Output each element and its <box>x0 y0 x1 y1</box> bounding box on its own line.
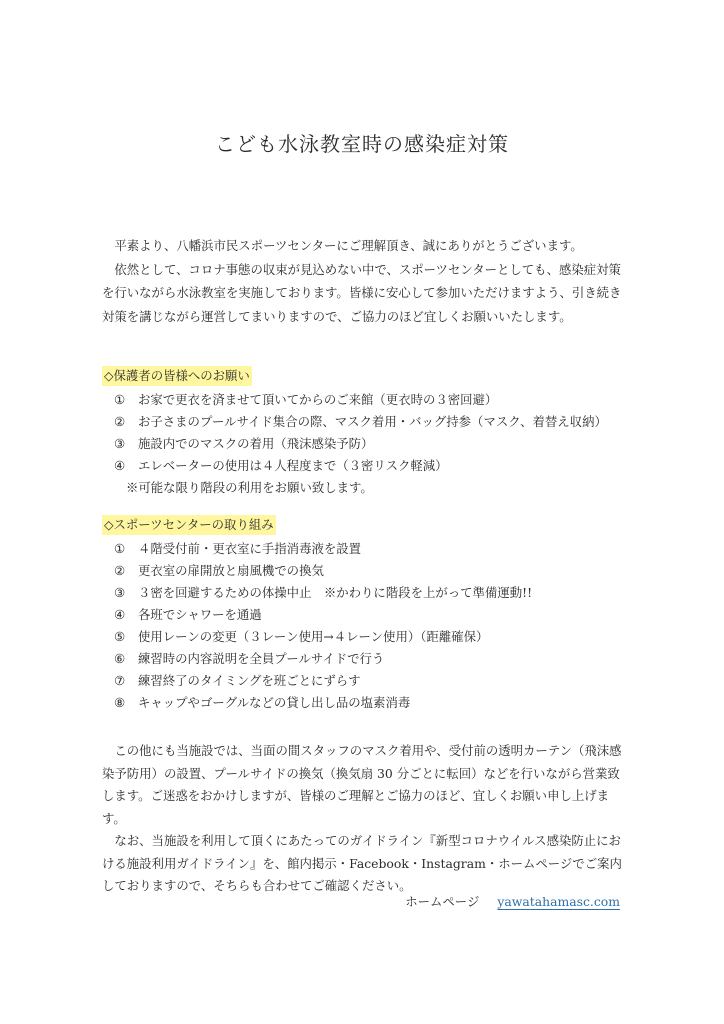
list-item <box>102 455 642 477</box>
guardians-heading: ◇保護者の皆様へのお願い <box>102 366 252 386</box>
item-text: キャップやゴーグルなどの貸し出し品の塩素消毒 <box>138 695 411 710</box>
guardians-section <box>102 366 642 499</box>
item-number: ⑥ <box>114 651 126 666</box>
list-item <box>102 692 642 714</box>
list-item <box>102 582 642 604</box>
intro-paragraph: 平素より、八幡浜市民スポーツセンターにご理解頂き、誠にありがとうございます。 <box>114 238 583 253</box>
list-item <box>102 389 642 411</box>
item-number: ④ <box>114 458 126 473</box>
item-text: ４階受付前・更衣室に手指消毒液を設置 <box>138 541 362 556</box>
item-text: 更衣室の扉開放と扇風機での換気 <box>138 563 324 578</box>
center-list <box>102 538 642 714</box>
list-item <box>102 626 642 648</box>
item-number: ④ <box>114 607 126 622</box>
item-text: 各班でシャワーを通過 <box>138 607 262 622</box>
item-text: 施設内でのマスクの着用（飛沫感染予防） <box>138 436 374 451</box>
item-number: ② <box>114 563 126 578</box>
center-section <box>102 515 642 714</box>
list-item <box>102 411 642 433</box>
closing-paragraph: この他にも当施設では、当面の間スタッフのマスク着用や、受付前の透明カーテン（飛沫感染予防用）の設置、プールサイドの換気（換気扇 30 分ごとに転回）などを行いながら営業致します。ご迷惑をおかけしますが、皆様のご理解とご協力のほど、宜しくお願い申し上げます。 <box>102 743 622 826</box>
intro-section <box>102 234 632 328</box>
item-number: ③ <box>114 585 126 600</box>
item-text: お家で更衣を済ませて頂いてからのご来館（更衣時の３密回避） <box>138 392 498 407</box>
item-text: ３密を回避するための体操中止 ※かわりに階段を上がって準備運動!! <box>138 585 533 600</box>
list-item <box>102 538 642 560</box>
closing-section <box>102 740 632 898</box>
homepage-label: ホームページ <box>405 894 480 909</box>
item-number: ① <box>114 541 126 556</box>
homepage-line <box>405 891 620 913</box>
closing-paragraph: なお、当施設を利用して頂くにあたってのガイドライン『新型コロナウイルス感染防止における施設利用ガイドライン』を、館内掲示・Facebook・Instagram・ホームページでご案内しておりますので、そちらも合わせてご確認ください。 <box>102 833 622 893</box>
item-number: ① <box>114 392 126 407</box>
center-heading: ◇スポーツセンターの取り組み <box>102 515 276 535</box>
intro-paragraph: 依然として、コロナ事態の収束が見込めない中で、スポーツセンターとしても、感染症対策を行いながら水泳教室を実施しております。皆様に安心して参加いただけますよう、引き続き対策を講じながら運営してまいりますので、ご協力のほど宜しくお願いいたします。 <box>102 261 622 324</box>
item-text: お子さまのプールサイド集合の際、マスク着用・バッグ持参（マスク、着替え収納） <box>138 414 607 429</box>
page-title: こども水泳教室時の感染症対策 <box>215 132 509 156</box>
item-number: ③ <box>114 436 126 451</box>
item-number: ⑦ <box>114 673 126 688</box>
list-item <box>102 433 642 455</box>
item-text: 練習終了のタイミングを班ごとにずらす <box>138 673 361 688</box>
list-item <box>102 560 642 582</box>
guardians-note: ※可能な限り階段の利用をお願い致します。 <box>126 480 373 495</box>
list-item <box>102 670 642 692</box>
item-number: ⑧ <box>114 695 126 710</box>
item-text: 練習時の内容説明を全員プールサイドで行う <box>138 651 385 666</box>
list-item <box>102 604 642 626</box>
homepage-link[interactable]: yawatahamasc.com <box>497 894 620 909</box>
guardians-list <box>102 389 642 477</box>
item-number: ② <box>114 414 126 429</box>
list-item <box>102 648 642 670</box>
item-text: 使用レーンの変更（３レーン使用→４レーン使用）（距離確保） <box>138 629 489 644</box>
item-text: エレベーターの使用は４人程度まで（３密リスク軽減） <box>138 458 448 473</box>
item-number: ⑤ <box>114 629 126 644</box>
